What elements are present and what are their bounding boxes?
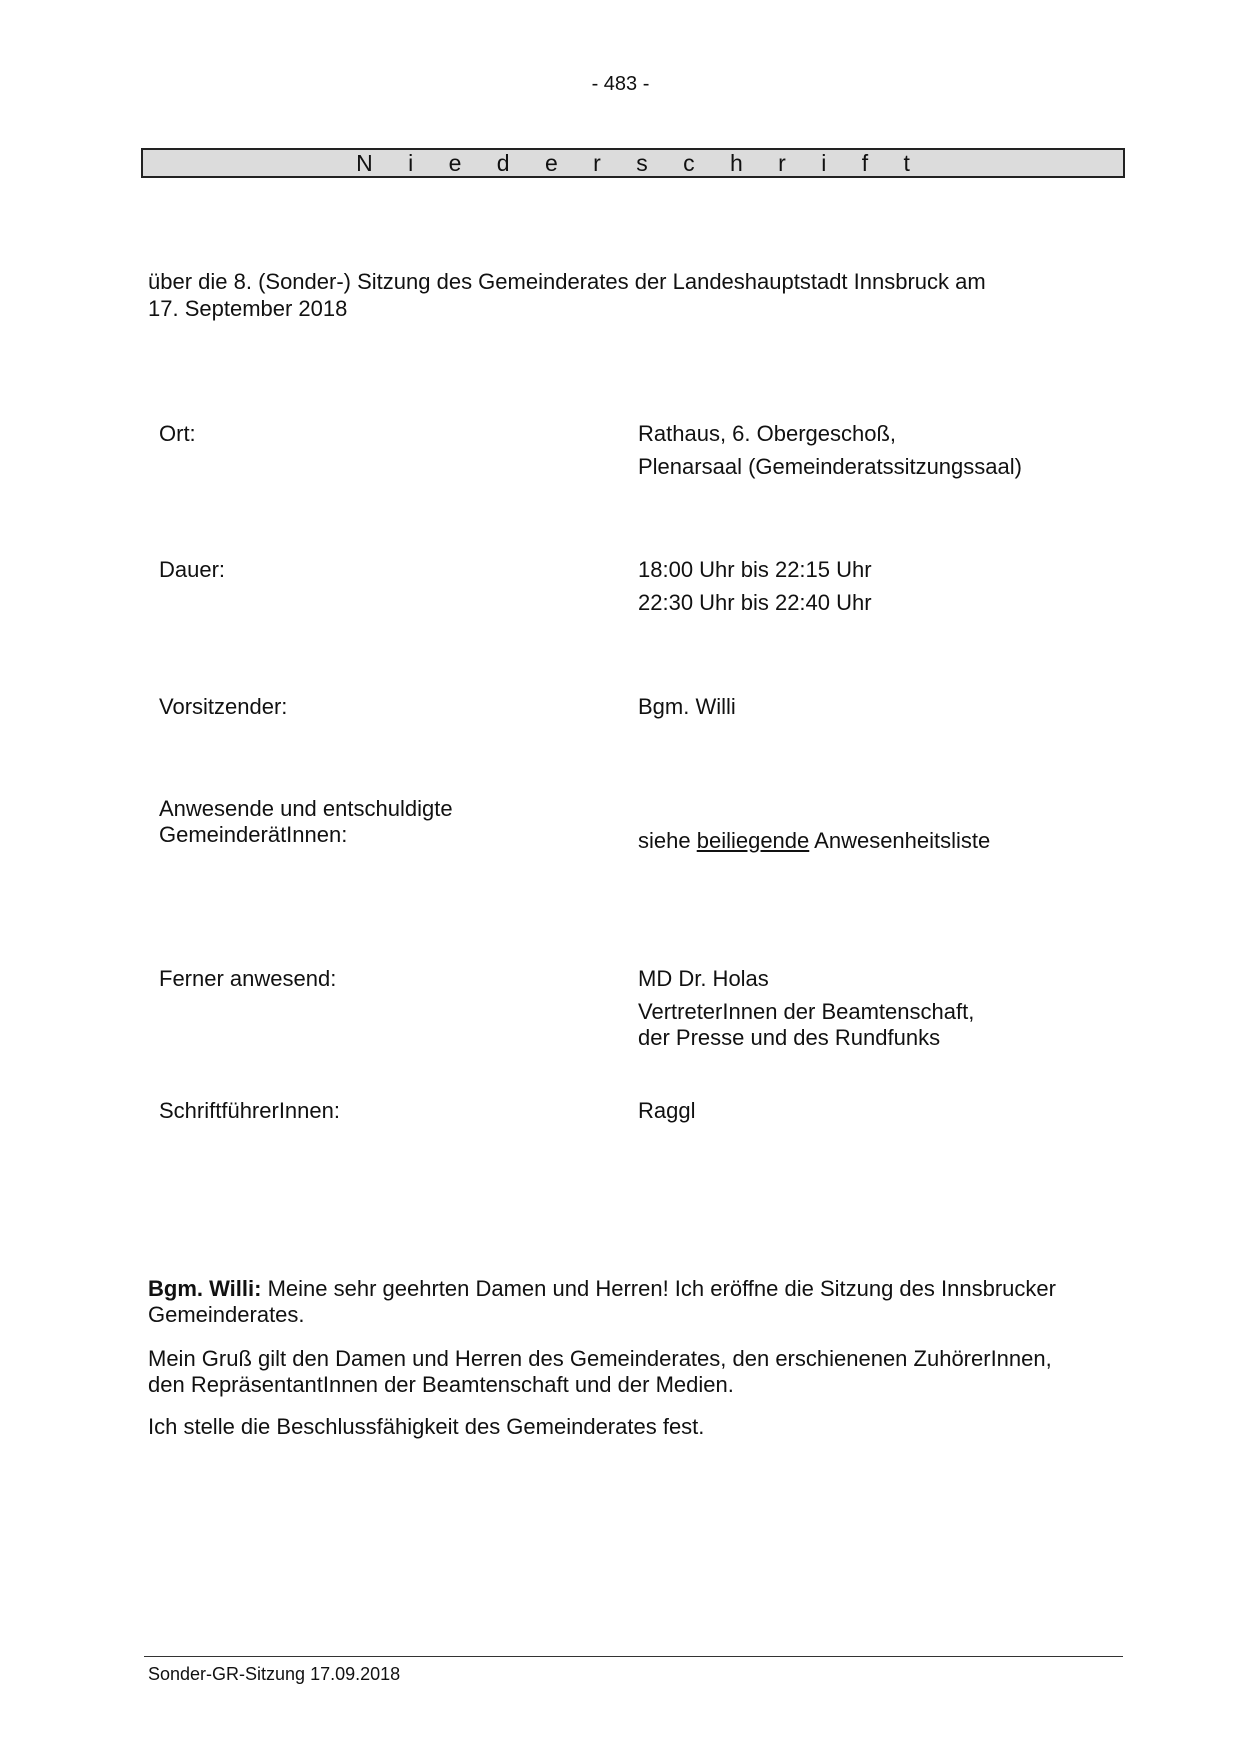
speech-p1-line-1 [148,1276,1108,1302]
anwesende-value [638,828,990,854]
footer-divider [144,1656,1123,1657]
dauer-value-line-1: 18:00 Uhr bis 22:15 Uhr [638,557,872,582]
anwesende-label [159,796,453,848]
anwesende-label-line-1: Anwesende und entschuldigte [159,796,453,821]
schriftfuehrer-value: Raggl [638,1098,696,1123]
ferner-label: Ferner anwesend: [159,966,337,991]
ferner-value-line-1: MD Dr. Holas [638,966,769,991]
ort-value-line-1: Rathaus, 6. Obergeschoß, [638,421,897,446]
speech-paragraph-2 [148,1346,1108,1398]
intro-line-2: 17. September 2018 [148,296,348,321]
anwesende-label-line-2: GemeinderätInnen: [159,822,348,847]
speech-paragraph-1 [148,1276,1108,1328]
intro-line-1: über die 8. (Sonder-) Sitzung des Gemeinderates der Landeshauptstadt Innsbruck am [148,269,986,294]
footer-text: Sonder-GR-Sitzung 17.09.2018 [148,1664,401,1684]
document-title-box [141,148,1125,178]
ferner-value [638,966,974,1051]
speech-p2-line-1: Mein Gruß gilt den Damen und Herren des Gemeinderates, den erschienenen ZuhörerInnen, [148,1346,1052,1371]
ort-value-line-2: Plenarsaal (Gemeinderatssitzungssaal) [638,454,1022,479]
speech-p1-line-1-text: Meine sehr geehrten Damen und Herren! Ich eröffne die Sitzung des Innsbrucker [261,1276,1056,1301]
document-title: N i e d e r s c h r i f t [356,149,925,176]
speaker-name: Bgm. Willi: [148,1276,262,1301]
ferner-value-line-3: der Presse und des Rundfunks [638,1025,941,1050]
vorsitzender-label: Vorsitzender: [159,694,288,719]
anwesende-value-suffix: Anwesenheitsliste [809,828,991,853]
dauer-label: Dauer: [159,557,226,582]
intro-paragraph [148,268,1108,322]
ort-value [638,421,1022,480]
ferner-value-line-2: VertreterInnen der Beamtenschaft, [638,999,975,1024]
anwesende-value-prefix: siehe [638,828,697,853]
dauer-value [638,557,872,616]
speech-p1-line-2: Gemeinderates. [148,1302,305,1327]
schriftfuehrer-label: SchriftführerInnen: [159,1098,340,1123]
ort-label: Ort: [159,421,196,446]
speech-paragraph-3: Ich stelle die Beschlussfähigkeit des Gemeinderates fest. [148,1414,705,1439]
page-number: - 483 - [591,73,650,95]
speech-p2-line-2: den RepräsentantInnen der Beamtenschaft und der Medien. [148,1372,734,1397]
vorsitzender-value: Bgm. Willi [638,694,736,719]
anwesende-value-underlined: beiliegende [696,828,810,853]
dauer-value-line-2: 22:30 Uhr bis 22:40 Uhr [638,590,872,615]
